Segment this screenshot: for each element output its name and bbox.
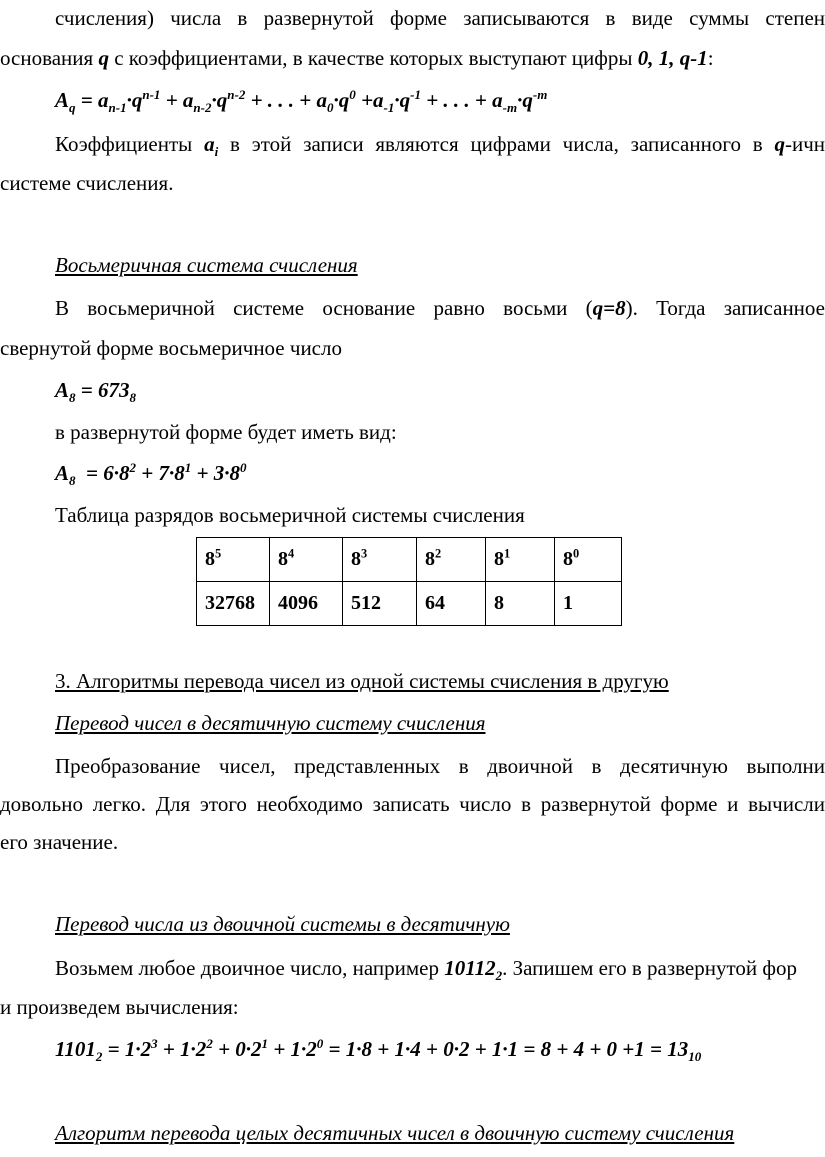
table-row bbox=[197, 582, 622, 626]
heading-binary-to-decimal: Перевод числа из двоичной системы в десятичную bbox=[55, 912, 510, 936]
table-cell: $8^3$ bbox=[343, 538, 417, 582]
heading-decimal-to-binary: Алгоритм перевода целых десятичных чисел в двоичную систему счисления bbox=[55, 1121, 735, 1145]
paragraph-line: Возьмем любое двоичное число, например $10112_2$. Запишем его в развернутой фор bbox=[55, 956, 797, 984]
table-caption: Таблица разрядов восьмеричной системы счисления bbox=[55, 503, 525, 527]
paragraph-line: его значение. bbox=[0, 830, 119, 854]
paragraph-line: счисления) числа в развернутой форме записываются в виде суммы степен bbox=[55, 6, 825, 30]
table-cell: 64 bbox=[417, 582, 486, 626]
paragraph-line: системе счисления. bbox=[0, 171, 174, 195]
table-header-row bbox=[197, 538, 622, 582]
table-cell: $8^1$ bbox=[486, 538, 555, 582]
variable-q: q bbox=[774, 132, 785, 156]
table-cell: 512 bbox=[343, 582, 417, 626]
paragraph-line: довольно легко. Для этого необходимо записать число в развернутой форме и вычисли bbox=[0, 792, 825, 816]
paragraph-line: Преобразование чисел, представленных в двоичной в десятичную выполни bbox=[55, 754, 825, 778]
table-cell: $8^5$ bbox=[197, 538, 270, 582]
text-span: основания bbox=[0, 46, 94, 70]
text-span: в этой записи являются цифрами числа, записанного в bbox=[230, 132, 763, 156]
table-cell: 32768 bbox=[197, 582, 270, 626]
formula-binary-conversion: $1101_2 = 1\cdot 2^3 + 1\cdot 2^2 + 0\cdot 2^1 + 1\cdot 2^0 = 1\cdot 8 + 1\cdot 4 + 0\cdot 2 + 1\cdot 1 = 8 + 4 + 0 +1 = 13_{10}$ bbox=[55, 1036, 702, 1065]
paragraph-line bbox=[55, 131, 825, 160]
paragraph-line: и произведем вычисления: bbox=[0, 995, 239, 1019]
formula-octal-number: $A_8 = 673_8$ bbox=[55, 378, 137, 406]
formula-expanded-form: $A_q = a_{n-1}\cdot q^{n-1} + a_{n-2}\cdot q^{n-2}$ + . . . + $a_0\cdot q^0 +a_{-1}\cdot q^{-1}$ + . . . + $a_{-m}\cdot q^{-m}$ bbox=[55, 87, 548, 116]
table-cell: 4096 bbox=[270, 582, 343, 626]
table-cell: $8^4$ bbox=[270, 538, 343, 582]
table-cell: 1 bbox=[555, 582, 622, 626]
heading-octal-system: Восьмеричная система счисления bbox=[55, 253, 358, 277]
text-span: -ичн bbox=[784, 132, 825, 156]
paragraph-line: свернутой форме восьмеричное число bbox=[0, 336, 342, 360]
paragraph-line: в развернутой форме будет иметь вид: bbox=[55, 420, 397, 444]
text-span: с коэффициентами, в качестве которых выступают цифры bbox=[114, 46, 633, 70]
table-cell: 8 bbox=[486, 582, 555, 626]
heading-to-decimal: Перевод чисел в десятичную систему счисления bbox=[55, 711, 486, 735]
digit-range: 0, 1, q-1 bbox=[637, 46, 708, 70]
paragraph-line bbox=[0, 45, 714, 71]
coefficient-a-i: $a_i$ bbox=[204, 132, 219, 160]
variable-q: q bbox=[98, 46, 109, 70]
text-span: : bbox=[707, 46, 714, 70]
heading-section-3: 3. Алгоритмы перевода чисел из одной системы счисления в другую bbox=[55, 669, 669, 693]
paragraph-line: В восьмеричной системе основание равно восьми (q=8). Тогда записанное bbox=[55, 296, 825, 320]
text-span: Коэффициенты bbox=[55, 132, 193, 156]
table-cell: $8^0$ bbox=[555, 538, 622, 582]
table-cell: $8^2$ bbox=[417, 538, 486, 582]
binary-number: $10112_2$ bbox=[444, 956, 503, 984]
octal-digits-table bbox=[196, 537, 622, 626]
formula-octal-expanded: $A_8 = 6\cdot 8^2 + 7\cdot 8^1 + 3\cdot 8^0$ bbox=[55, 460, 247, 489]
